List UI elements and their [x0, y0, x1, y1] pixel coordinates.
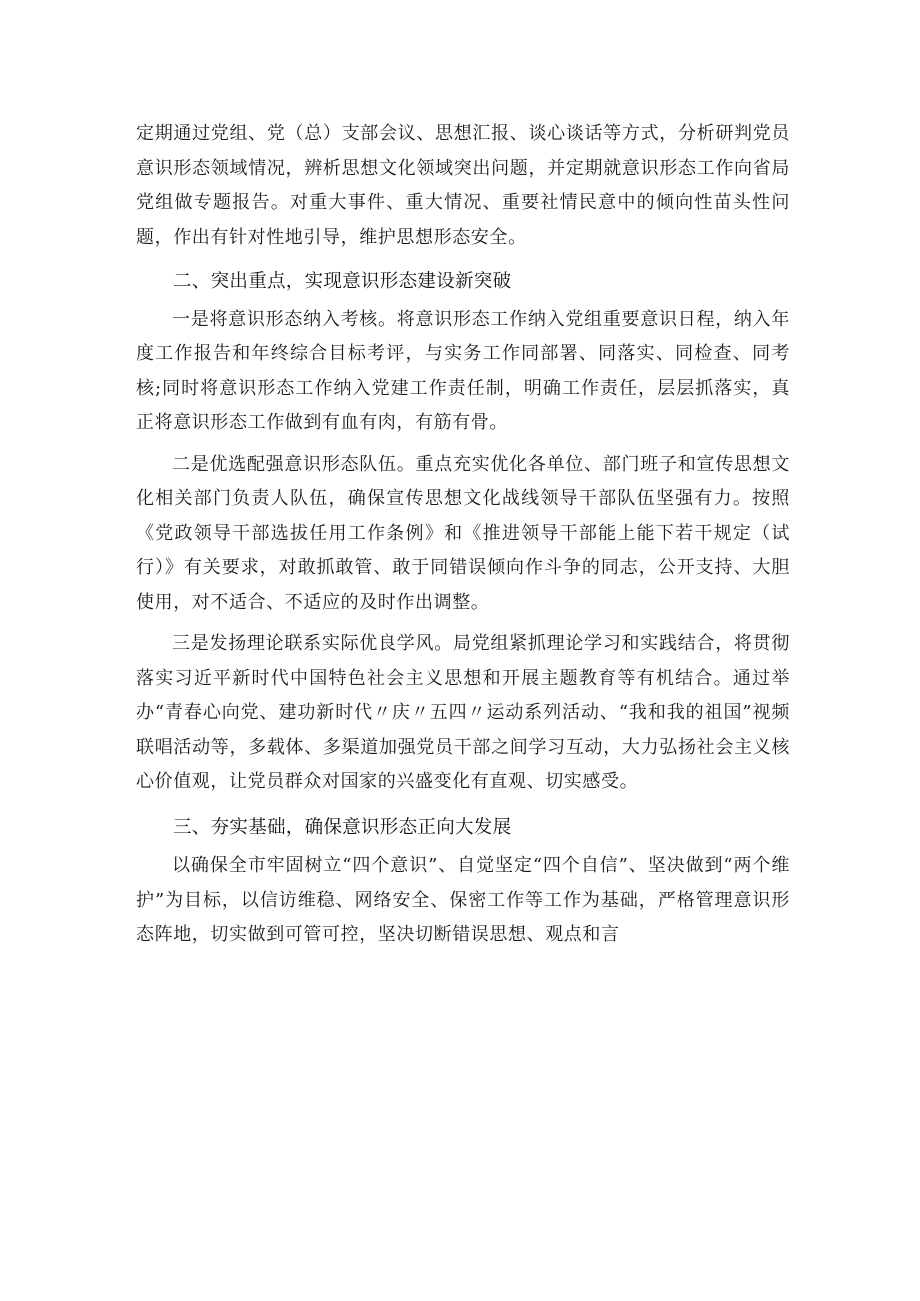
- paragraph-foundation: 以确保全市牢固树立“四个意识”、自觉坚定“四个自信”、坚决做到“两个维护”为目标，以信访维稳、网络安全、保密工作等工作为基础，严格管理意识形态阵地，切实做到可管可控，坚决切断错误思想、观点和言: [136, 855, 790, 945]
- paragraph-continued: 定期通过党组、党（总）支部会议、思想汇报、谈心谈话等方式，分析研判党员意识形态领域情况，辨析思想文化领域突出问题，并定期就意识形态工作向省局党组做专题报告。对重大事件、重大情况、重要社情民意中的倾向性苗头性问题，作出有针对性地引导，维护思想形态安全。: [136, 123, 790, 248]
- paragraph-assessment: 一是将意识形态纳入考核。将意识形态工作纳入党组重要意识日程，纳入年度工作报告和年终综合目标考评，与实务工作同部署、同落实、同检查、同考核;同时将意识形态工作纳入党建工作责任制，明确工作责任，层层抓落实，真正将意识形态工作做到有血有肉，有筋有骨。: [136, 308, 790, 433]
- paragraph-gap: [136, 620, 790, 627]
- paragraph-gap: [136, 441, 790, 448]
- paragraph-team: 二是优选配强意识形态队伍。重点充实优化各单位、部门班子和宣传思想文化相关部门负责人队伍，确保宣传思想文化战线领导干部队伍坚强有力。按照《党政领导干部选拔任用工作条例》和《推进领导干部能上能下若干规定（试行）》有关要求，对敢抓敢管、敢于同错误倾向作斗争的同志，公开支持、大胆使用，对不适合、不适应的及时作出调整。: [136, 453, 790, 613]
- section-heading-2: 二、突出重点，实现意识形态建设新突破: [173, 271, 512, 292]
- document-body: [136, 117, 790, 953]
- section-heading-3: 三、夯实基础，确保意识形态正向大发展: [173, 816, 512, 838]
- paragraph-study-style: 三是发扬理论联系实际优良学风。局党组紧抓理论学习和实践结合，将贯彻落实习近平新时代中国特色社会主义思想和开展主题教育等有机结合。通过举办“青春心向党、建功新时代〃庆〃五四〃运动系列活动、“我和我的祖国”视频联唱活动等，多载体、多渠道加强党员干部之间学习互动，大力弘扬社会主义核心价值观，让党员群众对国家的兴盛变化有直观、切实感受。: [136, 633, 790, 792]
